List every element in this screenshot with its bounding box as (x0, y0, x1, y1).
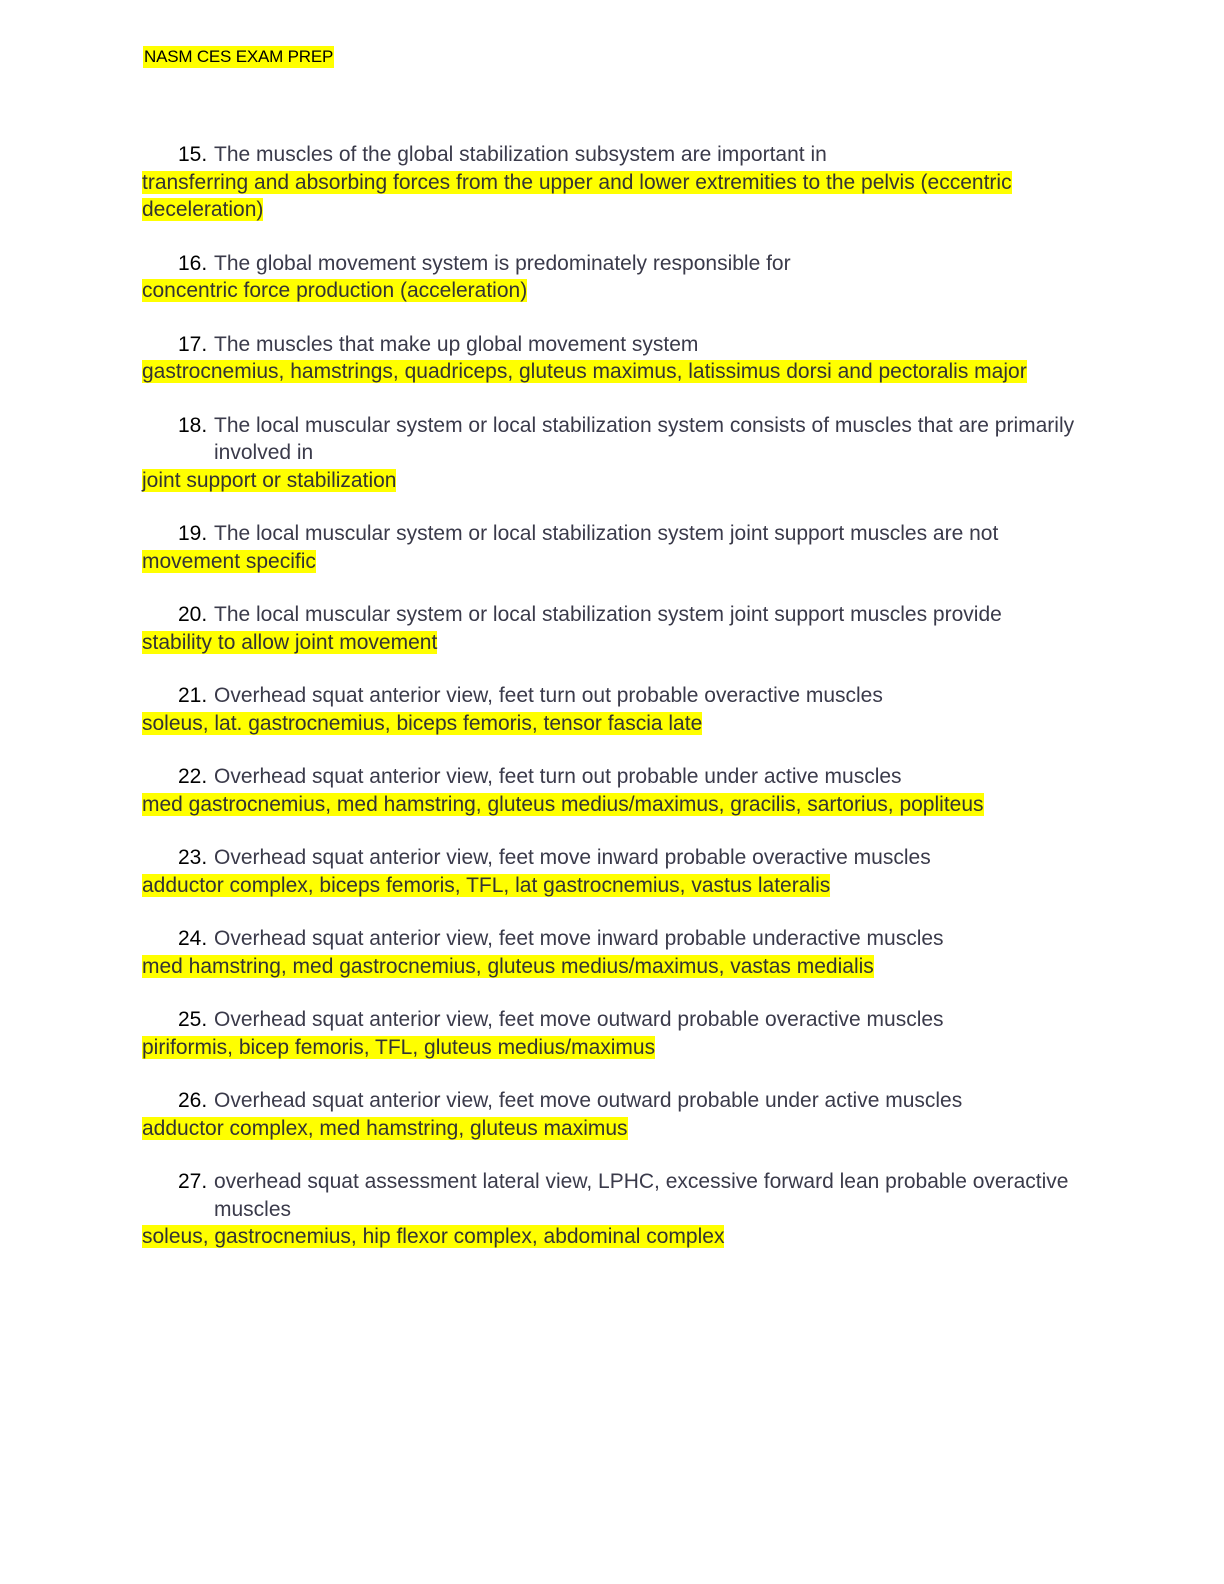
question-text: Overhead squat anterior view, feet move inward probable overactive muscles (214, 846, 931, 869)
answer-highlight: soleus, gastrocnemius, hip flexor complex, abdominal complex (142, 1225, 725, 1248)
question-number: 23. (178, 846, 208, 869)
answer (142, 358, 1082, 386)
answer (142, 1115, 1082, 1143)
answer (142, 1223, 1082, 1251)
question-text: The muscles of the global stabilization subsystem are important in (214, 143, 827, 166)
answer (142, 467, 1082, 495)
qa-item (142, 1006, 1082, 1061)
answer (142, 1034, 1082, 1062)
question-number: 25. (178, 1008, 208, 1031)
question-text: Overhead squat anterior view, feet move outward probable under active muscles (214, 1089, 963, 1112)
question-number: 20. (178, 603, 208, 626)
question (142, 141, 1082, 169)
answer (142, 169, 1082, 224)
question (142, 682, 1082, 710)
answer-highlight: movement specific (142, 549, 316, 573)
answer (142, 277, 1082, 305)
answer (142, 953, 1082, 981)
answer-highlight: piriformis, bicep femoris, TFL, gluteus medius/maximus (142, 1035, 656, 1059)
question-text: The global movement system is predominately responsible for (214, 251, 791, 275)
question-text: Overhead squat anterior view, feet move inward probable underactive muscles (214, 927, 944, 950)
question-text: The local muscular system or local stabilization system joint support muscles are not (214, 522, 999, 545)
qa-item (142, 1087, 1082, 1142)
qa-item (142, 925, 1082, 980)
question (142, 1168, 1082, 1223)
answer (142, 629, 1082, 657)
question (142, 601, 1082, 629)
question (142, 1087, 1082, 1115)
answer-highlight: adductor complex, biceps femoris, TFL, lat gastrocnemius, vastus lateralis (142, 873, 831, 897)
qa-item (142, 763, 1082, 818)
question-number: 26. (178, 1089, 208, 1112)
question-number: 24. (178, 927, 208, 950)
question-text: Overhead squat anterior view, feet turn out probable under active muscles (214, 765, 902, 788)
question (142, 925, 1082, 953)
answer (142, 872, 1082, 900)
qa-item (142, 331, 1082, 386)
answer-highlight: med hamstring, med gastrocnemius, gluteus medius/maximus, vastas medialis (142, 954, 874, 978)
answer (142, 548, 1082, 576)
question-number: 16. (178, 251, 208, 275)
answer-highlight: concentric force production (acceleration) (142, 279, 528, 302)
question-text: overhead squat assessment lateral view, LPHC, excessive forward lean probable overactive muscles (214, 1170, 1069, 1221)
qa-item (142, 520, 1082, 575)
answer (142, 791, 1082, 819)
question-text: The local muscular system or local stabilization system joint support muscles provide (214, 603, 1002, 626)
question-number: 22. (178, 765, 208, 788)
question-text: Overhead squat anterior view, feet turn out probable overactive muscles (214, 684, 883, 707)
qa-item (142, 1168, 1082, 1251)
qa-item (142, 412, 1082, 495)
question (142, 1006, 1082, 1034)
question (142, 520, 1082, 548)
question-number: 27. (178, 1170, 208, 1193)
answer-highlight: gastrocnemius, hamstrings, quadriceps, gluteus maximus, latissimus dorsi and pectoralis major (142, 360, 1027, 383)
question-number: 18. (178, 413, 208, 437)
question-text: The muscles that make up global movement system (214, 332, 699, 356)
answer-highlight: adductor complex, med hamstring, gluteus maximus (142, 1116, 628, 1140)
answer-highlight: soleus, lat. gastrocnemius, biceps femoris, tensor fascia late (142, 711, 703, 735)
question-number: 17. (178, 332, 208, 356)
question-text: Overhead squat anterior view, feet move outward probable overactive muscles (214, 1008, 944, 1031)
page-header: NASM CES EXAM PREP (144, 47, 334, 66)
question (142, 412, 1082, 467)
qa-item (142, 682, 1082, 737)
qa-item (142, 844, 1082, 899)
question-number: 21. (178, 684, 208, 707)
question (142, 250, 1082, 278)
answer (142, 710, 1082, 738)
question (142, 844, 1082, 872)
question (142, 763, 1082, 791)
qa-item (142, 601, 1082, 656)
qa-item (142, 250, 1082, 305)
answer-highlight: med gastrocnemius, med hamstring, gluteus medius/maximus, gracilis, sartorius, popliteus (142, 792, 984, 816)
answer-highlight: stability to allow joint movement (142, 630, 438, 654)
answer-highlight: transferring and absorbing forces from the upper and lower extremities to the pelvis (eccentric deceleration) (142, 170, 1012, 221)
answer-highlight: joint support or stabilization (142, 468, 397, 492)
qa-item (142, 141, 1082, 224)
question-number: 19. (178, 522, 208, 545)
question-number: 15. (178, 143, 208, 166)
question (142, 331, 1082, 359)
qa-list (142, 141, 1082, 1277)
question-text: The local muscular system or local stabilization system consists of muscles that are primarily involved in (214, 413, 1075, 464)
